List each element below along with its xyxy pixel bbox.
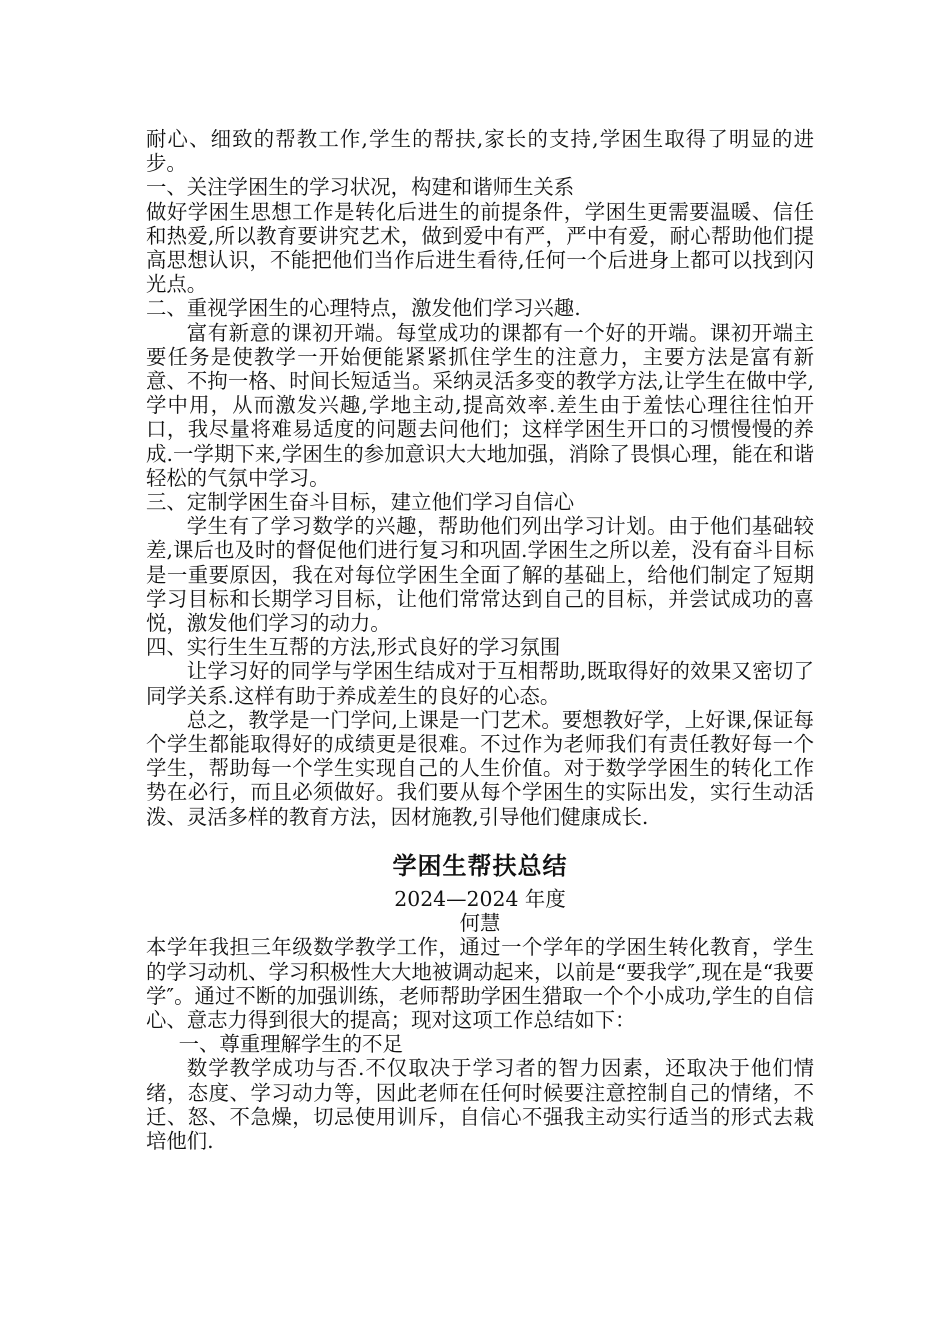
summary-intro-paragraph: 本学年我担三年级数学教学工作，通过一个学年的学困生转化教育，学生的学习动机、学习积极性大大地被调动起来，以前是“要我学″,现在是“我要学″。通过不断的加强训练，老师帮助学困生猎取一个个小成功,学生的自信心、意志力得到很大的提高；现对这项工作总结如下： bbox=[146, 935, 814, 1032]
section-heading-2: 二、重视学困生的心理特点，激发他们学习兴趣. bbox=[146, 296, 581, 321]
paragraph-2: 富有新意的课初开端。每堂成功的课都有一个好的开端。课初开端主要任务是使教学一开始便能紧紧抓住学生的注意力，主要方法是富有新意、不拘一格、时间长短适当。采纳灵活多变的教学方法,让学生在做中学,学中用，从而激发兴趣,学地主动,提高效率.差生由于羞怯心理往往怕开口，我尽量将难易适度的问题去问他们；这样学困生开口的习惯慢慢的养成.一学期下来,学困生的参加意识大大地加强，消除了畏惧心理，能在和谐轻松的气氛中学习。 bbox=[146, 320, 814, 490]
paragraph-1: 做好学困生思想工作是转化后进生的前提条件，学困生更需要温暖、信任和热爱,所以教育要讲究艺术，做到爱中有严，严中有爱，耐心帮助他们提高思想认识，不能把他们当作后进生看待,任何一个后进身上都可以找到闪光点。 bbox=[146, 199, 814, 297]
section-heading-1: 一、关注学困生的学习状况，构建和谐师生关系 bbox=[146, 175, 575, 200]
section-heading-3: 三、定制学困生奋斗目标，建立他们学习自信心 bbox=[146, 490, 575, 515]
section-heading-4: 四、实行生生互帮的方法,形式良好的学习氛围 bbox=[146, 635, 561, 660]
summary-paragraph-1: 数学教学成功与否.不仅取决于学习者的智力因素，还取决于他们情绪，态度、学习动力等，因此老师在任何时候要注意控制自己的情绪，不迁、怒、不急燥，切忌使用训斥，自信心不强我主动实行适当的形式去栽培他们. bbox=[146, 1056, 814, 1153]
paragraph-3: 学生有了学习数学的兴趣，帮助他们列出学习计划。由于他们基础较差,课后也及时的督促他们进行复习和巩固.学困生之所以差，没有奋斗目标是一重要原因，我在对每位学困生全面了解的基础上，给他们制定了短期学习目标和长期学习目标，让他们常常达到自己的目标，并尝试成功的喜悦，激发他们学习的动力。 bbox=[146, 514, 814, 636]
paragraph-4: 让学习好的同学与学困生结成对于互相帮助,既取得好的效果又密切了同学关系.这样有助于养成差生的良好的心态。 bbox=[146, 659, 814, 708]
year-line: 2024—2024 年度 bbox=[394, 886, 566, 911]
author-name: 何慧 bbox=[459, 911, 501, 936]
summary-heading-1: 一、尊重理解学生的不足 bbox=[178, 1032, 403, 1057]
text-column bbox=[146, 127, 814, 1153]
intro-paragraph: 耐心、细致的帮教工作,学生的帮扶,家长的支持,学困生取得了明显的进步。 bbox=[146, 127, 814, 176]
conclusion-paragraph: 总之，教学是一门学问,上课是一门艺术。要想教好学，上好课,保证每个学生都能取得好的成绩更是很难。不过作为老师我们有责任教好每一个学生，帮助每一个学生实现自己的人生价值。对于数学学困生的转化工作势在必行，而且必须做好。我们要从每个学困生的实际出发，实行生动活泼、灵活多样的教育方法，因材施教,引导他们健康成长. bbox=[146, 707, 814, 829]
document-title: 学困生帮扶总结 bbox=[392, 851, 568, 880]
